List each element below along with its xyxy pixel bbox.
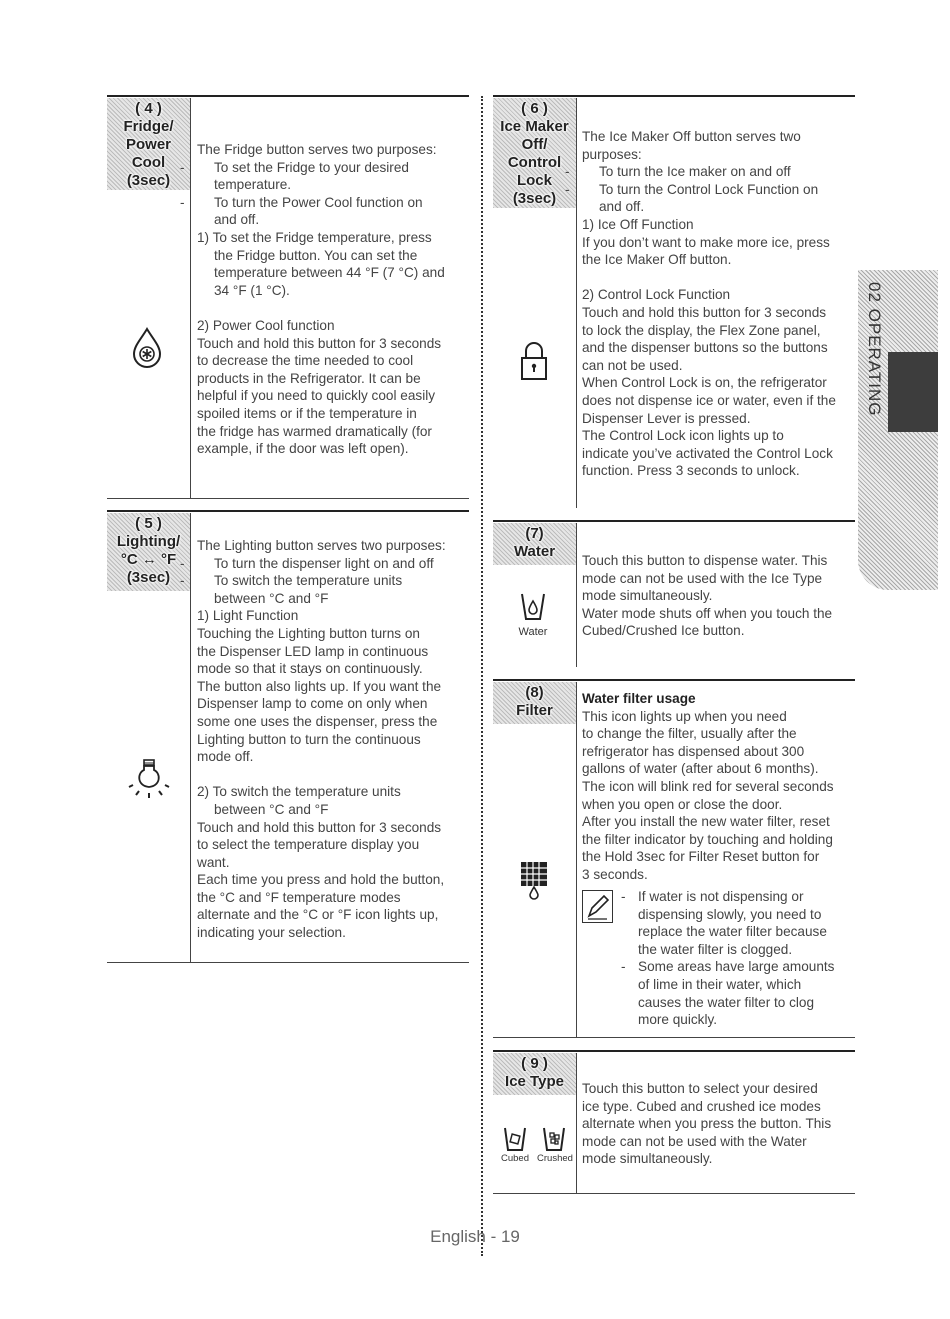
text-line: Touch and hold this button for 3 seconds (582, 304, 827, 320)
subheading: 2) To switch the temperature units (197, 784, 401, 800)
text-line: between °C and °F (214, 590, 329, 606)
badge-number: ( 6 ) (521, 100, 548, 117)
section-badge (493, 1053, 576, 1095)
text-line: does not dispense ice or water, even if the (582, 392, 836, 408)
lock-icon (519, 341, 549, 381)
text-line: Touch this button to select your desired (582, 1081, 818, 1096)
text-line: some one uses the dispenser, press the (197, 713, 438, 729)
text-line: of lime in their water, which (638, 976, 802, 992)
badge-line: Fridge/ (123, 118, 174, 135)
badge-line: (3sec) (512, 190, 557, 207)
column-divider (190, 98, 191, 498)
section-top-rule (107, 95, 469, 97)
text-line: The Ice Maker Off button serves two (582, 129, 801, 144)
text-line: can not be used. (582, 357, 683, 373)
text-line: This icon lights up when you need (582, 708, 787, 724)
note-item: - Some areas have large amounts (638, 958, 834, 976)
text-line: mode can not be used with the Water (582, 1133, 807, 1149)
section-body (582, 1080, 831, 1168)
badge-number: ( 5 ) (135, 515, 162, 532)
section-bottom-rule (493, 1037, 855, 1038)
section-bottom-rule (107, 498, 469, 499)
filter-heading: Water filter usage (582, 691, 696, 706)
crushed-ice-icon (542, 1126, 566, 1152)
column-divider (576, 1053, 577, 1193)
text-line: alternate when you press the button. This (582, 1116, 832, 1132)
text-line: example, if the door was left open). (197, 441, 409, 457)
text-line: refrigerator has dispensed about 300 (582, 743, 805, 759)
section-body (197, 537, 446, 942)
note-list (638, 888, 834, 1029)
section-bottom-rule (493, 1193, 855, 1194)
section-body (582, 690, 834, 884)
text-line: The button also lights up. If you want the (197, 678, 442, 694)
text-line: the filter indicator by touching and holding (582, 831, 833, 847)
text-line: Touching the Lighting button turns on (197, 625, 420, 641)
bullet-item: - To turn the Control Lock Function on (582, 181, 836, 199)
text-line: The Fridge button serves two purposes: (197, 142, 437, 157)
badge-line: Cool (131, 154, 166, 171)
text-line: temperature between 44 °F (7 °C) and (214, 265, 445, 281)
section-bottom-rule (107, 962, 469, 963)
text-line: temperature. (214, 177, 292, 193)
column-divider (190, 513, 191, 962)
badge-line: Power (125, 136, 171, 153)
text-line: purposes: (582, 146, 642, 162)
text-line: mode simultaneously. (582, 1151, 713, 1167)
text-line: helpful if you need to quickly cool easily (197, 388, 436, 404)
text-line: Each time you press and hold the button, (197, 872, 445, 888)
text-line: Lighting button to turn the continuous (197, 731, 421, 747)
badge-number: (8) (525, 684, 544, 701)
text-line: indicating your selection. (197, 925, 346, 941)
section-top-rule (107, 510, 469, 512)
section-body (197, 141, 445, 458)
badge-number: ( 4 ) (135, 100, 162, 117)
badge-line: Ice Maker (500, 118, 569, 135)
text-line: the fridge has warmed dramatically (for (197, 423, 432, 439)
badge-line: (3sec) (126, 569, 171, 586)
text-line: mode so that it stays on continuously. (197, 661, 423, 677)
bullet-item: - To turn the Power Cool function on (197, 194, 445, 212)
text-line: and off. (214, 212, 260, 228)
text-line: Dispenser Lever is pressed. (582, 410, 751, 426)
badge-number: (7) (525, 525, 544, 542)
text-line: indicate you’ve activated the Control Lock (582, 445, 833, 461)
text-line: the Hold 3sec for Filter Reset button for (582, 849, 820, 865)
subheading: 2) Control Lock Function (582, 287, 731, 303)
text-line: to select the temperature display you (197, 837, 420, 853)
text-line: and the dispenser buttons so the buttons (582, 340, 828, 356)
badge-line: °C ↔ °F (120, 551, 177, 568)
text-line: gallons of water (after about 6 months). (582, 761, 819, 777)
water-filter-icon (519, 860, 549, 900)
text-line: the Fridge button. You can set the (214, 247, 418, 263)
text-line: and off. (599, 199, 645, 215)
subheading: 1) Ice Off Function (582, 216, 694, 232)
section-badge (493, 523, 576, 565)
text-line: After you install the new water filter, reset (582, 814, 830, 830)
section-badge (493, 98, 576, 208)
section-top-rule (493, 520, 855, 522)
snowflake-drop-icon (130, 327, 164, 369)
badge-line: Water (513, 543, 556, 560)
text-line: to change the filter, usually after the (582, 726, 797, 742)
badge-line: Off/ (521, 136, 548, 153)
text-line: Touch and hold this button for 3 seconds (197, 335, 442, 351)
subheading: 2) Power Cool function (197, 317, 335, 333)
text-line: to lock the display, the Flex Zone panel, (582, 322, 821, 338)
text-line: The icon will blink red for several seconds (582, 778, 834, 794)
chapter-tab-marker (888, 352, 938, 432)
section-top-rule (493, 679, 855, 681)
crushed-icon-caption: Crushed (537, 1153, 573, 1164)
badge-line: (3sec) (126, 172, 171, 189)
text-line: The Control Lock icon lights up to (582, 428, 784, 444)
bullet-item: - To turn the Ice maker on and off (582, 163, 836, 181)
text-line: dispensing slowly, you need to (638, 906, 822, 922)
text-line: between °C and °F (214, 801, 329, 817)
text-line: When Control Lock is on, the refrigerator (582, 375, 827, 391)
section-body (582, 128, 836, 480)
bullet-item: - To set the Fridge to your desired (197, 159, 445, 177)
column-divider (576, 682, 577, 1037)
text-line: mode off. (197, 749, 254, 765)
text-line: If you don’t want to make more ice, press (582, 234, 830, 250)
water-glass-icon (518, 592, 548, 622)
page-footer: English - 19 (430, 1227, 520, 1246)
text-line: Touch this button to dispense water. This (582, 553, 828, 568)
light-bulb-icon (127, 759, 171, 799)
note-item: - If water is not dispensing or (638, 888, 834, 906)
text-line: the Dispenser LED lamp in continuous (197, 643, 429, 659)
bullet-item: - To switch the temperature units (197, 572, 446, 590)
text-line: when you open or close the door. (582, 796, 783, 812)
badge-line: Lighting/ (116, 533, 181, 550)
text-line: replace the water filter because (638, 924, 827, 940)
section-badge (493, 682, 576, 724)
section-top-rule (493, 1050, 855, 1052)
text-line: mode simultaneously. (582, 588, 713, 604)
subheading: 1) Light Function (197, 608, 299, 624)
text-line: to decrease the time needed to cool (197, 353, 414, 369)
text-line: the °C and °F temperature modes (197, 889, 401, 905)
text-line: the water filter is clogged. (638, 941, 793, 957)
text-line: 34 °F (1 °C). (214, 282, 290, 298)
text-line: spoiled items or if the temperature in (197, 405, 417, 421)
bullet-item: - To turn the dispenser light on and off (197, 555, 446, 573)
text-line: more quickly. (638, 1012, 718, 1028)
text-line: mode can not be used with the Ice Type (582, 570, 823, 586)
text-line: Cubed/Crushed Ice button. (582, 623, 745, 639)
chapter-tab-label: 02 OPERATING (865, 282, 884, 417)
column-divider (576, 98, 577, 508)
column-divider (576, 523, 577, 667)
text-line: want. (197, 854, 230, 870)
badge-number: ( 9 ) (521, 1055, 548, 1072)
text-line: Water mode shuts off when you touch the (582, 605, 833, 621)
text-line: alternate and the °C or °F icon lights up, (197, 907, 439, 923)
text-line: Dispenser lamp to come on only when (197, 696, 428, 712)
section-badge (107, 98, 190, 190)
badge-line: Ice Type (505, 1073, 564, 1090)
text-line: 3 seconds. (582, 866, 648, 882)
text-line: The Lighting button serves two purposes: (197, 538, 446, 553)
badge-line: Control (507, 154, 562, 171)
column-separator (481, 96, 483, 1256)
text-line: causes the water filter to clog (638, 994, 815, 1010)
text-line: function. Press 3 seconds to unlock. (582, 463, 800, 479)
text-line: ice type. Cubed and crushed ice modes (582, 1098, 821, 1114)
text-line: 1) To set the Fridge temperature, press (197, 229, 432, 245)
water-icon-caption: Water (518, 626, 548, 638)
text-line: the Ice Maker Off button. (582, 252, 732, 268)
cubed-ice-icon (503, 1126, 527, 1152)
section-body (582, 552, 832, 640)
badge-line: Lock (516, 172, 552, 189)
section-badge (107, 513, 190, 591)
text-line: products in the Refrigerator. It can be (197, 370, 421, 386)
note-icon (582, 890, 613, 923)
chapter-side-tab (858, 270, 938, 590)
badge-line: Filter (516, 702, 553, 719)
section-top-rule (493, 95, 855, 97)
cubed-icon-caption: Cubed (501, 1153, 529, 1164)
text-line: Touch and hold this button for 3 seconds (197, 819, 442, 835)
